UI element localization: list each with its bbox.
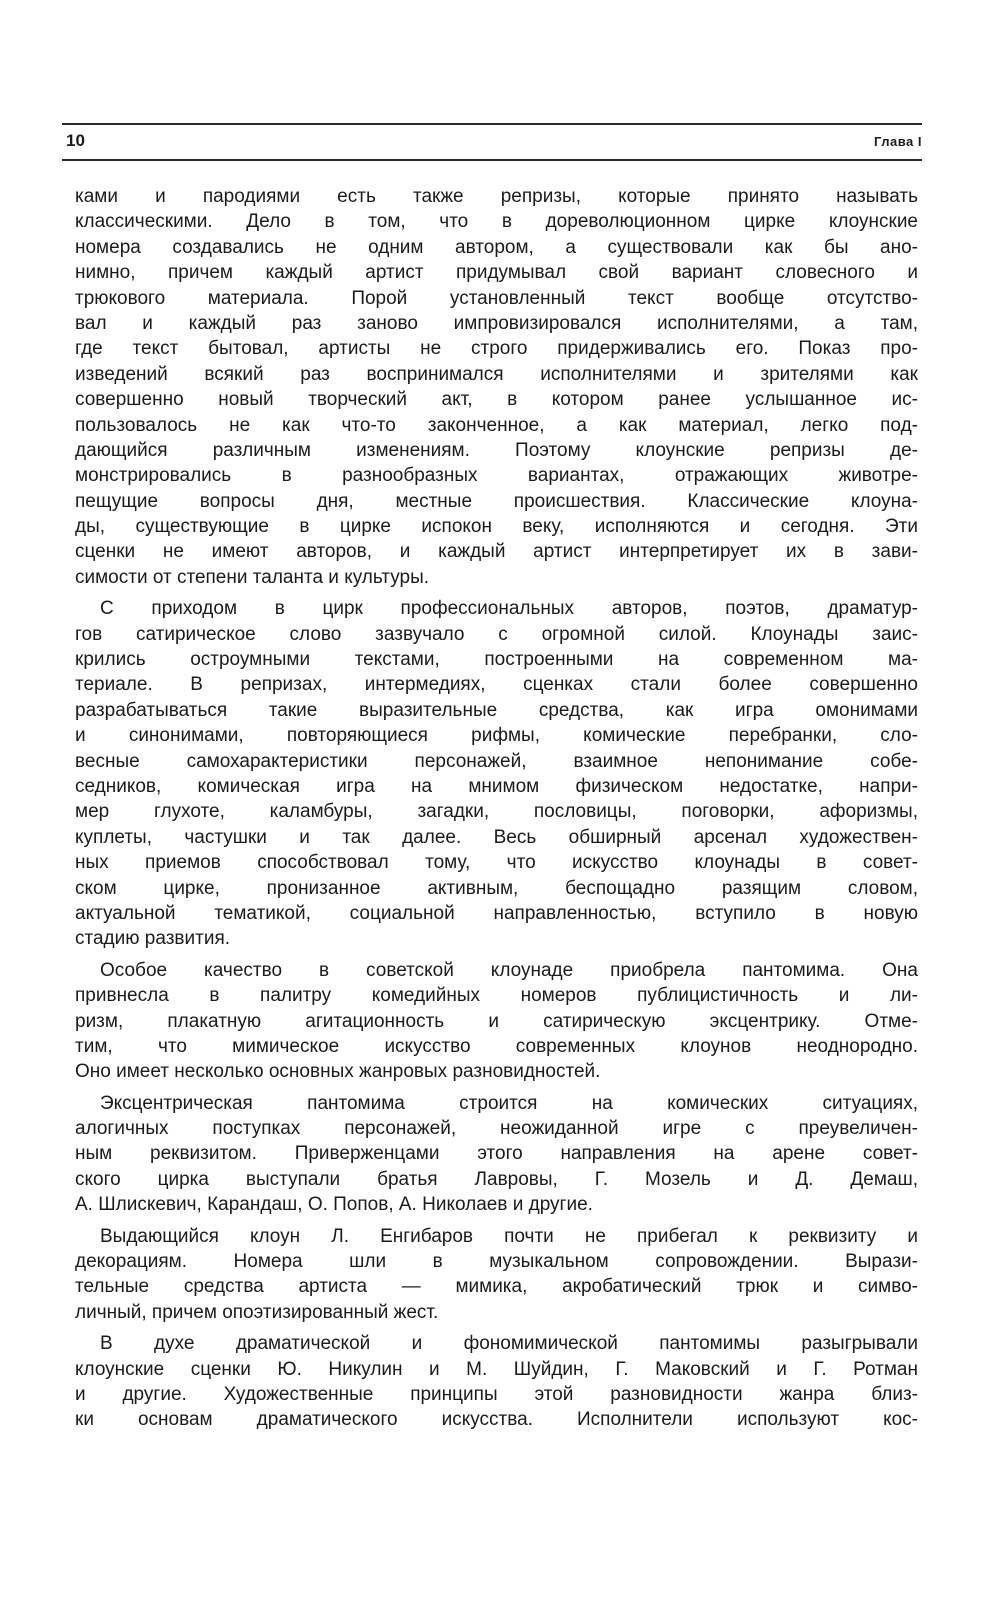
text-line: седников, комическая игра на мнимом физическом недостатке, напри-	[75, 775, 918, 797]
text-line: ками и пародиями есть также репризы, которые принято называть	[75, 186, 918, 207]
text-line: клоунские сценки Ю. Никулин и М. Шуйдин, Г. Маковский и Г. Ротман	[75, 1358, 918, 1380]
text-line: Оно имеет несколько основных жанровых разновидностей.	[75, 1061, 601, 1083]
text-line: личный, причем опоэтизированный жест.	[75, 1301, 439, 1323]
text-line: дающийся различным изменениям. Поэтому клоунские репризы де-	[75, 439, 918, 461]
text-line: декорациям. Номера шли в музыкальном сопровождении. Вырази-	[75, 1251, 918, 1273]
text-line: А. Шлискевич, Карандаш, О. Попов, А. Николаев и другие.	[75, 1194, 593, 1216]
body-text	[75, 184, 918, 1439]
text-line: привнесла в палитру комедийных номеров публицистичность и ли-	[75, 985, 918, 1007]
text-line: алогичных поступках персонажей, неожиданной игре с преувеличен-	[75, 1118, 918, 1140]
text-line: актуальной тематикой, социальной направленностью, вступило в новую	[75, 902, 918, 924]
text-line: ды, существующие в цирке испокон веку, исполняются и сегодня. Эти	[75, 516, 918, 538]
page-number: 10	[66, 131, 85, 150]
text-line: крились остроумными текстами, построенными на современном ма-	[75, 649, 918, 671]
text-line: разрабатываться такие выразительные средства, как игра омонимами	[75, 699, 918, 721]
text-line: пользовалось не как что-то законченное, а как материал, легко под-	[75, 414, 918, 436]
text-line: вал и каждый раз заново импровизировался исполнителями, а там,	[75, 312, 918, 334]
text-line: классическими. Дело в том, что в дореволюционном цирке клоунские	[75, 211, 918, 233]
text-line: ризм, плакатную агитационность и сатирическую эксцентрику. Отме-	[75, 1010, 918, 1032]
text-line: сценки не имеют авторов, и каждый артист интерпретирует их в зави-	[75, 541, 918, 563]
text-line: трюкового материала. Порой установленный текст вообще отсутство-	[75, 287, 918, 309]
header-bottom-rule	[62, 159, 922, 161]
text-line: пещущие вопросы дня, местные происшествия. Классические клоуна-	[75, 490, 918, 512]
text-line: изведений всякий раз воспринимался исполнителями и зрителями как	[75, 363, 918, 385]
text-line: весные самохарактеристики персонажей, взаимное непонимание собе-	[75, 750, 918, 772]
text-line: ки основам драматического искусства. Исполнители используют кос-	[75, 1409, 918, 1431]
running-head-chapter: Глава I	[874, 134, 922, 149]
text-line: мер глухоте, каламбуры, загадки, пословицы, поговорки, афоризмы,	[75, 801, 918, 823]
text-line: В духе драматической и фономимической пантомимы разыгрывали	[100, 1333, 918, 1355]
paragraph	[75, 1091, 918, 1218]
text-line: териале. В репризах, интермедиях, сценках стали более совершенно	[75, 674, 918, 696]
text-line: нимно, причем каждый артист придумывал свой вариант словесного и	[75, 262, 918, 284]
text-line: тим, что мимическое искусство современных клоунов неоднородно.	[75, 1035, 918, 1057]
text-line: Особое качество в советской клоунаде приобрела пантомима. Она	[100, 959, 918, 981]
paragraph	[75, 1224, 918, 1326]
text-line: совершенно новый творческий акт, в котором ранее услышанное ис-	[75, 389, 918, 411]
text-line: Эксцентрическая пантомима строится на комических ситуациях,	[100, 1092, 918, 1114]
paragraph	[75, 1331, 918, 1433]
text-line: и другие. Художественные принципы этой разновидности жанра близ-	[75, 1383, 918, 1405]
text-line: ском цирке, пронизанное активным, беспощадно разящим словом,	[75, 877, 918, 899]
text-line: симости от степени таланта и культуры.	[75, 566, 430, 588]
text-line: ского цирка выступали братья Лавровы, Г. Мозель и Д. Демаш,	[75, 1168, 918, 1190]
header-top-rule	[62, 123, 922, 125]
text-line: и синонимами, повторяющиеся рифмы, комические перебранки, сло-	[75, 725, 918, 747]
text-line: куплеты, частушки и так далее. Весь обширный арсенал художествен-	[75, 826, 918, 848]
paragraph	[75, 958, 918, 1085]
text-line: ных приемов способствовал тому, что искусство клоунады в совет-	[75, 852, 918, 874]
paragraph	[75, 596, 918, 951]
text-line: номера создавались не одним автором, а существовали как бы ано-	[75, 236, 918, 258]
paragraph	[75, 184, 918, 590]
text-line: монстрировались в разнообразных вариантах, отражающих животре-	[75, 465, 918, 487]
text-line: стадию развития.	[75, 928, 231, 950]
text-line: где текст бытовал, артисты не строго придерживались его. Показ про-	[75, 338, 918, 360]
text-line: Выдающийся клоун Л. Енгибаров почти не прибегал к реквизиту и	[100, 1225, 918, 1247]
text-line: ным реквизитом. Приверженцами этого направления на арене совет-	[75, 1143, 918, 1165]
text-line: С приходом в цирк профессиональных авторов, поэтов, драматур-	[100, 598, 918, 620]
text-line: гов сатирическое слово зазвучало с огромной силой. Клоунады заис-	[75, 623, 918, 645]
text-line: тельные средства артиста — мимика, акробатический трюк и симво-	[75, 1276, 918, 1298]
